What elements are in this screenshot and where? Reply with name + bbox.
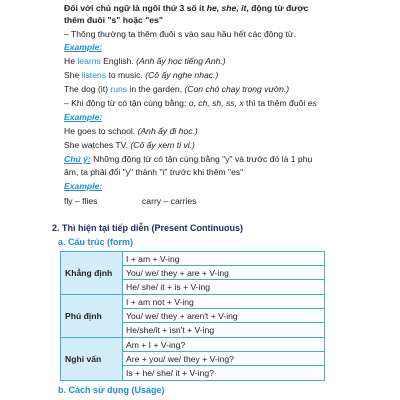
subsection-a-title: a. Cấu trúc (form): [58, 237, 134, 247]
form-table: [60, 251, 325, 381]
note-line-2: âm, ta phải đổi "y" thành "i" trước khi thêm "es": [64, 167, 244, 177]
form-line: He/ she/ it + is + V-ing: [126, 282, 211, 292]
section-2-title: 2. Thì hiện tại tiếp diễn (Present Continuous): [52, 223, 244, 233]
form-cell: [123, 252, 325, 295]
example-sentence-5: She watches TV. (Cô ấy xem ti vi.): [64, 140, 195, 150]
form-row-interrogative: [61, 338, 325, 381]
example-sentence-4: He goes to school. (Anh ấy đi học.): [64, 126, 198, 136]
example-carry: carry – carries: [142, 196, 197, 206]
heading-text-end: , động từ được: [246, 3, 309, 13]
rule-heading-line1: [64, 2, 308, 14]
form-line: He/she/it + isn't + V-ing: [126, 325, 215, 335]
rule-bullet-1: – Thông thường ta thêm đuôi s vào sau hầu hết các động từ.: [64, 29, 296, 39]
example-fly: fly – flies: [64, 196, 98, 206]
form-label: Phủ định: [61, 295, 123, 338]
form-line: You/ we/ they + aren't + V-ing: [123, 309, 324, 323]
form-cell: [123, 295, 325, 338]
note-line-1: Chú ý: Những động từ có tận cùng bằng "y" và trước đó là 1 phụ: [64, 154, 313, 164]
rule-heading-line2: thêm đuôi "s" hoặc "es": [64, 15, 163, 25]
form-line: Is + he/ she/ it + V-ing?: [126, 368, 214, 378]
example-label-3: Example:: [64, 181, 103, 191]
example-label-2: Example:: [64, 112, 103, 122]
form-cell: [123, 338, 325, 381]
heading-pronouns: he, she, it: [206, 3, 247, 13]
subsection-b-title: b. Cách sử dụng (Usage): [58, 385, 165, 395]
example-sentence-1: He learns English. (Anh ấy học tiếng Anh.): [64, 56, 226, 66]
example-sentence-2: She listens to music. (Cô ấy nghe nhạc.): [64, 70, 219, 80]
form-line: You/ we/ they + are + V-ing: [123, 266, 324, 280]
note-label: Chú ý:: [64, 154, 91, 164]
form-line: Am + I + V-ing?: [123, 338, 324, 352]
form-row-negative: [61, 295, 325, 338]
form-line: I + am + V-ing: [123, 252, 324, 266]
form-label: Nghi vấn: [61, 338, 123, 381]
form-label: Khẳng định: [61, 252, 123, 295]
example-sentence-3: The dog (it) runs in the garden. (Con chó chạy trong vườn.): [64, 84, 290, 94]
form-line: Are + you/ we/ they + V-ing?: [123, 352, 324, 366]
rule-bullet-2: – Khi động từ có tận cùng bằng: o, ch, sh, ss, x thì ta thêm đuôi es: [64, 98, 317, 108]
example-label: Example:: [64, 42, 103, 52]
form-row-affirmative: [61, 252, 325, 295]
form-line: I + am not + V-ing: [123, 295, 324, 309]
heading-text: Đối với chủ ngữ là ngôi thứ 3 số ít: [64, 3, 207, 13]
